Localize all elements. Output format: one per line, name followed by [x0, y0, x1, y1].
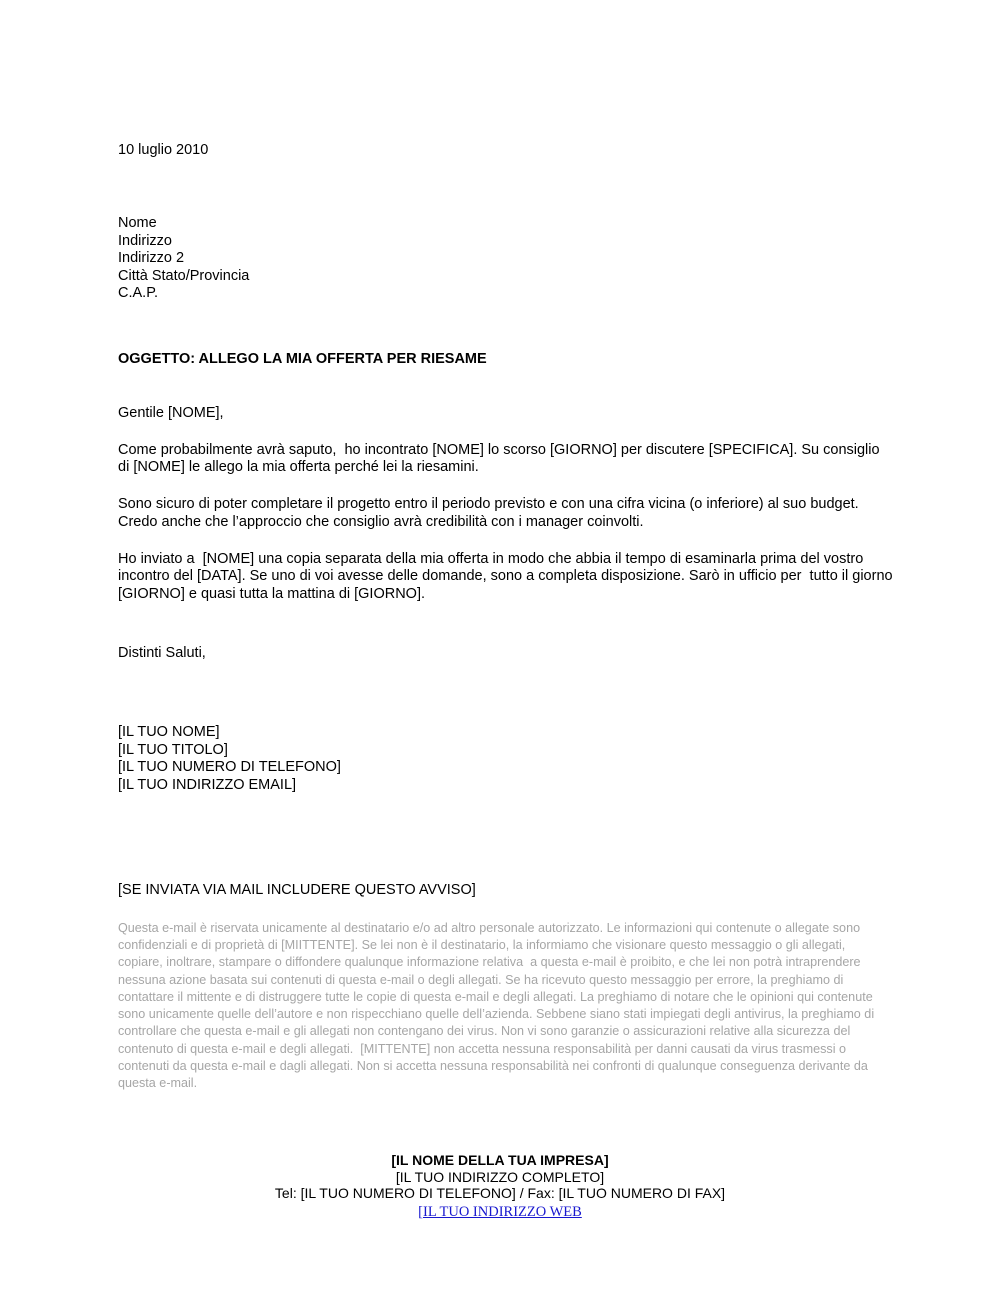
spacer-before-disclaimer	[118, 899, 893, 920]
spacer-before-body	[118, 422, 893, 442]
page-footer	[0, 1152, 1000, 1221]
recipient-address-line-2: Indirizzo 2	[118, 250, 185, 266]
spacer-before-greeting	[118, 368, 893, 405]
footer-phone-fax: Tel: [IL TUO NUMERO DI TELEFONO] / Fax: [IL TUO NUMERO DI FAX]	[274, 1185, 726, 1201]
letter-subject: OGGETTO: ALLEGO LA MIA OFFERTA PER RIESAME	[118, 350, 487, 367]
recipient-city-state: Città Stato/Provincia	[118, 267, 250, 284]
body-paragraph-2: Sono sicuro di poter completare il progetto entro il periodo previsto e con una cifra vicina (o inferiore) al suo budget. Credo anche che l’approccio che consiglio avrà credibilità con i manager coinvolti.	[118, 496, 863, 530]
footer-website-link[interactable]: [IL TUO INDIRIZZO WEB	[418, 1203, 582, 1220]
recipient-postal-code: C.A.P.	[118, 285, 159, 301]
signature-phone: [IL TUO NUMERO DI TELEFONO]	[118, 759, 341, 776]
email-notice-heading: [SE INVIATA VIA MAIL INCLUDERE QUESTO AVVISO]	[118, 882, 476, 899]
signature-email: [IL TUO INDIRIZZO EMAIL]	[118, 776, 297, 793]
spacer-before-closing	[118, 623, 893, 645]
signature-name: [IL TUO NOME]	[118, 724, 220, 741]
spacer-before-subject	[118, 303, 893, 351]
footer-web-wrapper	[0, 1203, 1000, 1221]
footer-address: [IL TUO INDIRIZZO COMPLETO]	[395, 1168, 605, 1185]
letter-greeting: Gentile [NOME],	[118, 404, 224, 421]
body-paragraph-1: Come probabilmente avrà saputo, ho incontrato [NOME] lo scorso [GIORNO] per discutere [SPECIFICA]. Su consiglio di [NOME] le allego la mia offerta perché lei la riesamini.	[118, 441, 884, 476]
spacer-after-date	[118, 159, 893, 215]
recipient-address-block	[118, 215, 893, 303]
spacer-before-notice	[118, 794, 893, 882]
signature-block	[118, 724, 893, 794]
signature-space	[118, 662, 893, 724]
body-paragraph-3: Ho inviato a [NOME] una copia separata della mia offerta in modo che abbia il tempo di esaminarla prima del vostro incontro del [DATA]. Se uno di voi avesse delle domande, sono a completa disposizione. Sarò in ufficio per tutto il giorno [GIORNO] e quasi tutta la mattina di [GIORNO].	[118, 550, 897, 603]
recipient-name: Nome	[118, 215, 157, 231]
signature-title: [IL TUO TITOLO]	[118, 741, 228, 758]
letter-date: 10 luglio 2010	[118, 142, 209, 158]
letter-body	[118, 142, 897, 1092]
footer-company-name: [IL NOME DELLA TUA IMPRESA]	[391, 1152, 609, 1168]
confidentiality-disclaimer: Questa e-mail è riservata unicamente al destinatario e/o ad altro personale autorizzato. Le informazioni qui contenute o allegate sono confidenziali e di proprietà di [MIITTENTE]. Se lei non è il destinatario, la informiamo che visionare questo messaggio o gli allegati, copiare, inoltrare, stampare o diffondere qualunque informazione relativa a questa e-mail è proibito, e che lei non potrà intraprendere nessuna azione basata sui contenuti di questa e-mail o degli allegati. Se ha ricevuto questo messaggio per errore, la preghiamo di contattare il mittente e di distruggere tutte le copie di questa e-mail e degli allegati. La preghiamo di notare che le opinioni qui contenute sono unicamente quelle dell’autore e non rispecchiano quelle dell’azienda. Sebbene siano stati impiegati degli antivirus, la preghiamo di controllare che questa e-mail e gli allegati non contengano dei virus. Non vi sono garanzie o assicurazioni relative alla sicurezza del contenuto di questa e-mail e degli allegati. [MITTENTE] non accetta nessuna responsabilità per danni causati da virus trasmessi o contenuti da questa e-mail e dagli allegati. Non si accetta nessuna responsabilità nei confronti di qualunque conseguenza derivante da questa e-mail.	[118, 921, 878, 1090]
recipient-address-line-1: Indirizzo	[118, 232, 172, 249]
letter-closing: Distinti Saluti,	[118, 645, 206, 662]
